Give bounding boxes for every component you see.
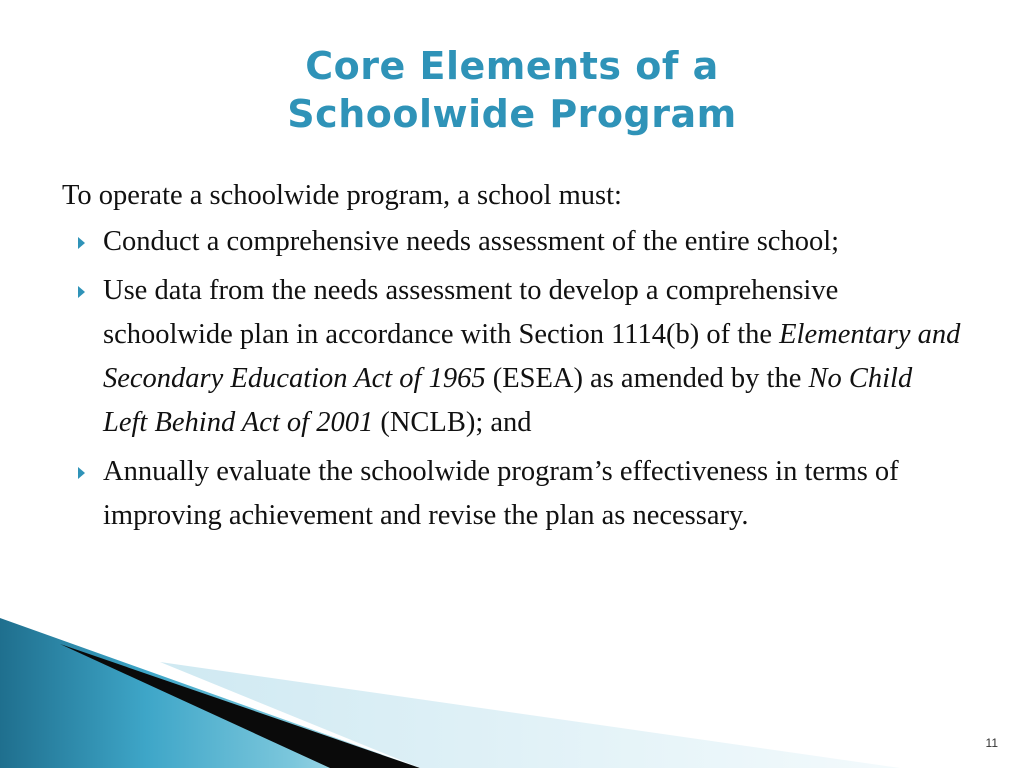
- title-line-1: Core Elements of a: [305, 44, 719, 88]
- act-title-nclb: No Child Left Behind Act of 2001: [103, 363, 913, 438]
- bullet-item-annual-evaluation: [62, 450, 962, 538]
- bullet-text-part: (ESEA) as amended by the: [485, 363, 809, 394]
- bullet-item-schoolwide-plan: [62, 269, 962, 445]
- bullet-list: [62, 220, 962, 538]
- slide-body: [62, 174, 962, 543]
- act-title-esea: Elementary and Secondary Education Act of 1965: [103, 319, 961, 394]
- slide-title: [0, 42, 1024, 138]
- bullet-arrow-icon: [78, 286, 85, 298]
- bullet-arrow-icon: [78, 467, 85, 479]
- title-line-2: Schoolwide Program: [287, 92, 737, 136]
- bullet-item-needs-assessment: [62, 220, 962, 264]
- page-number: 11: [985, 736, 998, 750]
- bullet-text-part: (NCLB); and: [373, 407, 532, 438]
- bullet-arrow-icon: [78, 237, 85, 249]
- intro-text: To operate a schoolwide program, a school must:: [62, 180, 622, 211]
- bullet-text: Annually evaluate the schoolwide program’s effectiveness in terms of improving achievement and revise the plan as necessary.: [103, 456, 899, 531]
- corner-wave-decoration: [0, 618, 1024, 768]
- bullet-text-part: Use data from the needs assessment to develop a comprehensive schoolwide plan in accordance with Section 1114(b) of the: [103, 275, 839, 350]
- bullet-text: Conduct a comprehensive needs assessment of the entire school;: [103, 226, 840, 257]
